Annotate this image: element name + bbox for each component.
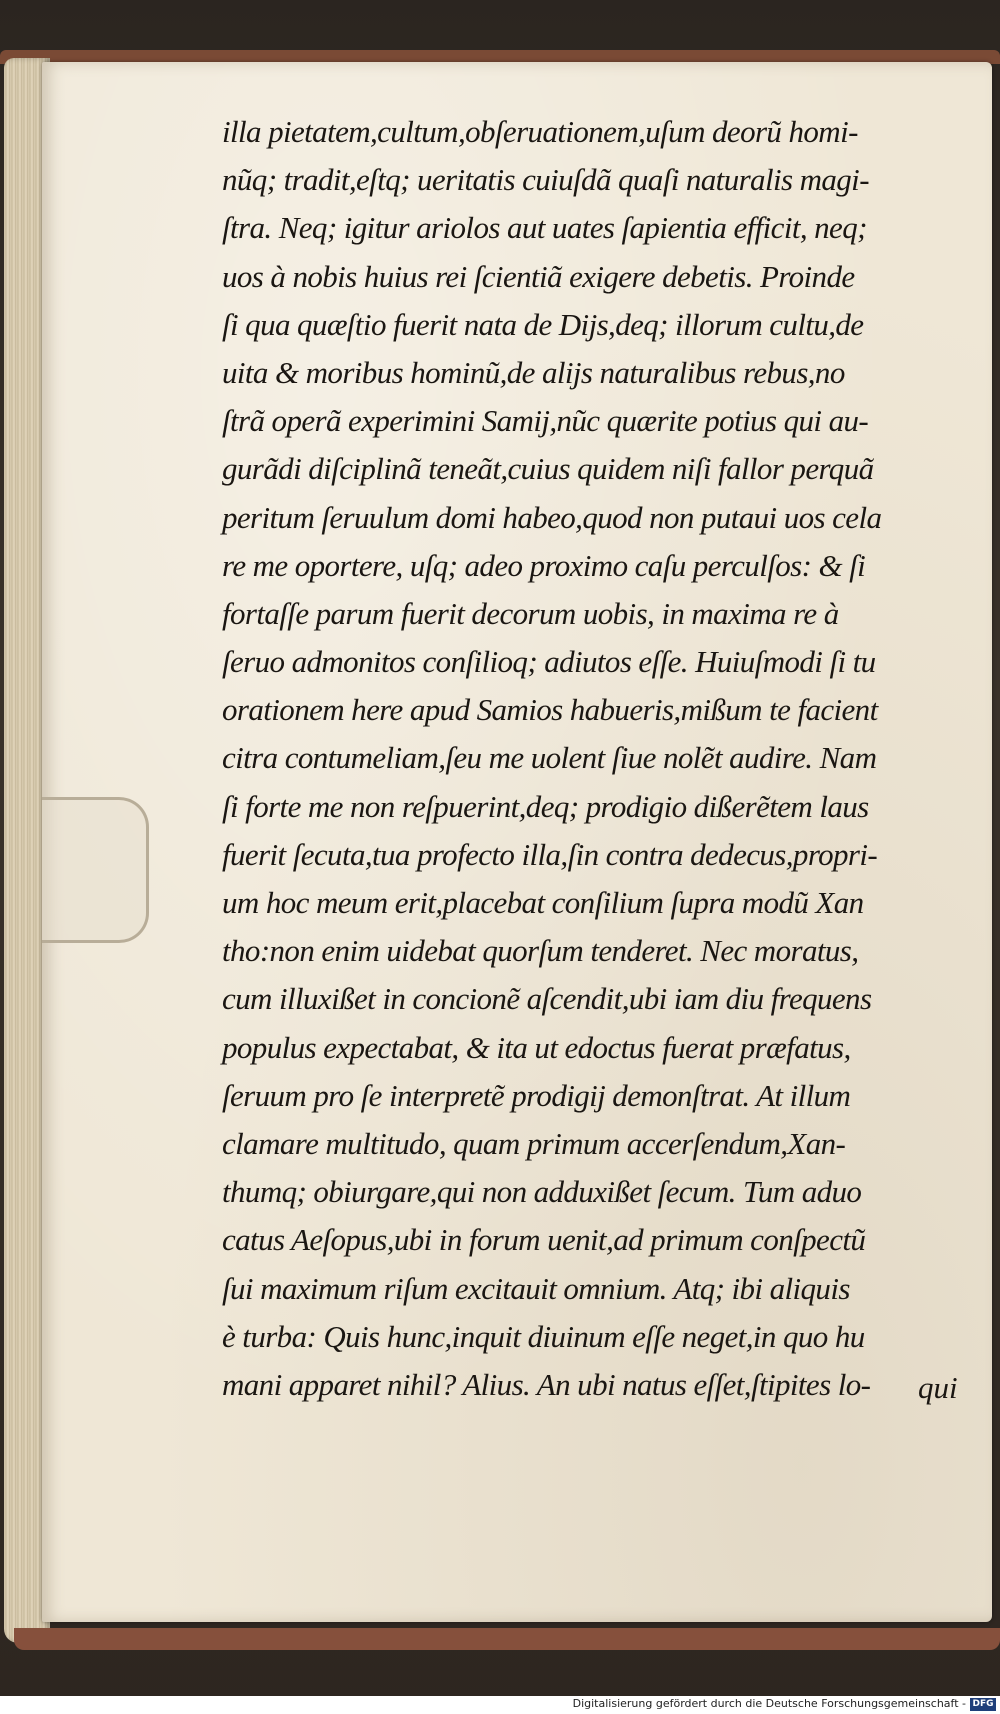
text-line: uos à nobis huius rei ſcientiã exigere debetis. Proinde bbox=[222, 258, 855, 294]
text-line: nũq; tradit,eſtq; ueritatis cuiuſdã quaſi naturalis magi- bbox=[222, 162, 869, 198]
text-line: catus Aeſopus,ubi in forum uenit,ad primum conſpectũ bbox=[222, 1222, 866, 1258]
text-line: citra contumeliam,ſeu me uolent ſiue nolẽt audire. Nam bbox=[222, 740, 877, 776]
text-line: fortaſſe parum fuerit decorum uobis, in maxima re à bbox=[222, 595, 839, 631]
text-line: peritum ſeruulum domi habeo,quod non putaui uos cela bbox=[222, 499, 882, 535]
book-cover-bottom-edge bbox=[14, 1628, 1000, 1650]
text-line: ſeruo admonitos conſilioq; adiutos eſſe. Huiuſmodi ſi tu bbox=[222, 644, 876, 680]
text-line: ſi forte me non reſpuerint,deq; prodigio dißerẽtem laus bbox=[222, 788, 869, 824]
text-line: tho:non enim uidebat quorſum tenderet. Nec moratus, bbox=[222, 933, 859, 969]
text-line: ſi qua quæſtio fuerit nata de Dijs,deq; illorum cultu,de bbox=[222, 306, 864, 342]
text-line: ſeruum pro ſe interpretẽ prodigij demonſtrat. At illum bbox=[222, 1077, 851, 1113]
text-line: illa pietatem,cultum,obſeruationem,uſum deorũ homi- bbox=[222, 114, 858, 149]
text-line: re me oportere, uſq; adeo proximo caſu perculſos: & ſi bbox=[222, 547, 866, 583]
text-line: ſtra. Neq; igitur ariolos aut uates ſapientia efficit, neq; bbox=[222, 210, 867, 246]
digitization-credit: Digitalisierung gefördert durch die Deutsche Forschungsgemeinschaft - bbox=[572, 1697, 966, 1710]
text-line: è turba: Quis hunc,inquit diuinum eſſe neget,in quo hu bbox=[222, 1318, 865, 1354]
text-line: clamare multitudo, quam primum accerſendum,Xan- bbox=[222, 1125, 846, 1161]
text-line: mani apparet nihil? Alius. An ubi natus eſſet,ſtipites lo- bbox=[222, 1366, 871, 1402]
text-line: thumq; obiurgare,qui non adduxißet ſecum. Tum aduo bbox=[222, 1174, 862, 1210]
text-line: ſtrã operã experimini Samij,nũc quærite potius qui au- bbox=[222, 403, 869, 439]
page-clip-loop bbox=[42, 797, 149, 943]
text-line: populus expectabat, & ita ut edoctus fuerat præfatus, bbox=[222, 1029, 851, 1065]
text-line: ſui maximum riſum excitauit omnium. Atq; ibi aliquis bbox=[222, 1270, 850, 1306]
page-text-block bbox=[222, 108, 974, 1409]
text-line: cum illuxißet in concionẽ aſcendit,ubi iam diu frequens bbox=[222, 981, 872, 1017]
dfg-logo: DFG bbox=[970, 1698, 996, 1711]
catchword: qui bbox=[918, 1370, 958, 1405]
text-line: fuerit ſecuta,tua profecto illa,ſin contra dedecus,propri- bbox=[222, 836, 878, 872]
text-line: orationem here apud Samios habueris,mißum te facient bbox=[222, 692, 878, 728]
text-line: um hoc meum erit,placebat conſilium ſupra modũ Xan bbox=[222, 885, 864, 920]
text-line: gurãdi diſciplinã teneãt,cuius quidem niſi fallor perquã bbox=[222, 451, 874, 487]
text-line: uita & moribus hominũ,de alijs naturalibus rebus,no bbox=[222, 354, 845, 390]
